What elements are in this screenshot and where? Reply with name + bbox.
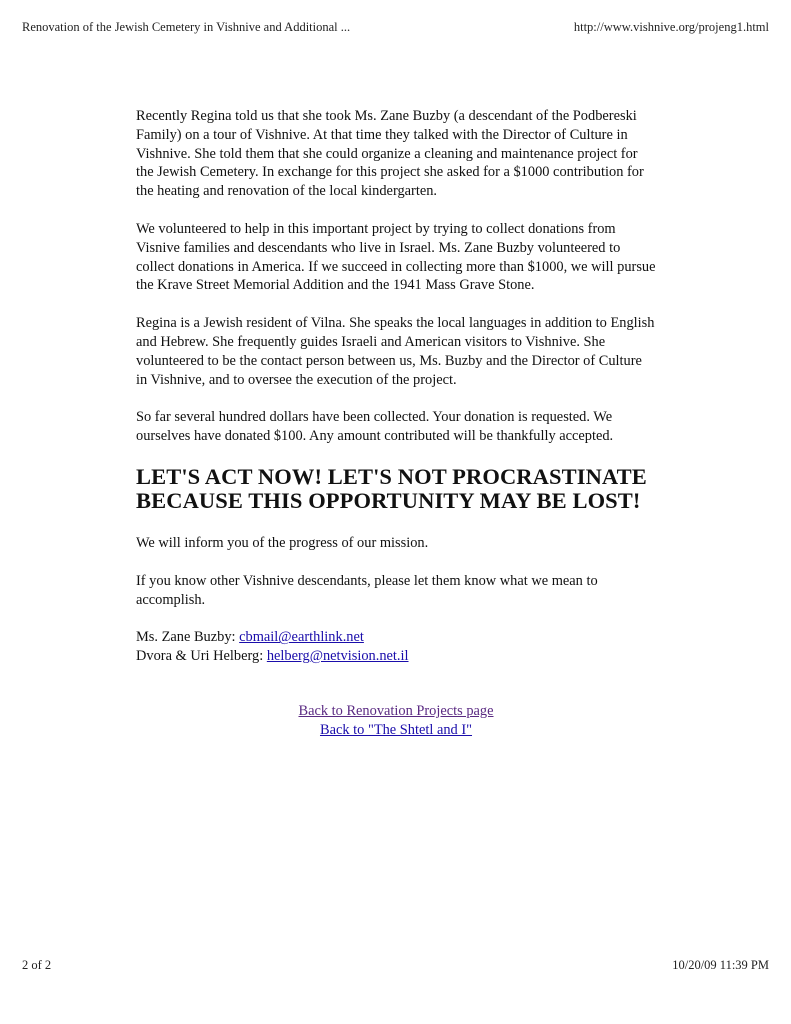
- paragraph-descendants: If you know other Vishnive descendants, please let them know what we mean to accomplish.: [136, 572, 598, 608]
- print-footer-datetime: 10/20/09 11:39 PM: [672, 958, 769, 972]
- contact-row-helberg: [136, 647, 656, 666]
- contact-list: [136, 628, 656, 666]
- paragraph-inform: We will inform you of the progress of our mission.: [136, 534, 429, 551]
- paragraph-regina-resident: Regina is a Jewish resident of Vilna. She speaks the local languages in addition to English and Hebrew. She frequently guides Israeli and American visitors to Vishnive. She volunteered to be the contact person between us, Ms. Buzby and the Director of Culture in Vishnive, and to oversee the execution of the project.: [136, 315, 655, 388]
- navigation-links: [136, 702, 656, 740]
- print-footer-page: 2 of 2: [22, 958, 52, 972]
- email-link-buzby[interactable]: cbmail@earthlink.net: [239, 629, 364, 646]
- paragraph-regina-tour: Recently Regina told us that she took Ms. Zane Buzby (a descendant of the Podbereski Family) on a tour of Vishnive. At that time they talked with the Director of Culture in Vishnive. She told them that she could organize a cleaning and maintenance project for the Jewish Cemetery. In exchange for this project she asked for a $1000 contribution for the heating and renovation of the local kindergarten.: [136, 108, 644, 200]
- back-to-renovation-projects-link[interactable]: Back to Renovation Projects page: [298, 703, 494, 719]
- print-header-url: http://www.vishnive.org/projeng1.html: [573, 20, 769, 34]
- article-body: [136, 107, 656, 685]
- print-header-title: Renovation of the Jewish Cemetery in Vishnive and Additional ...: [22, 20, 351, 34]
- contact-row-buzby: [136, 628, 656, 647]
- back-to-shtetl-link[interactable]: Back to "The Shtetl and I": [319, 721, 473, 738]
- email-link-helberg[interactable]: helberg@netvision.net.il: [266, 648, 409, 665]
- call-to-action-headline: LET'S ACT NOW! LET'S NOT PROCRASTINATE BECAUSE THIS OPPORTUNITY MAY BE LOST!: [136, 463, 647, 513]
- paragraph-volunteered: We volunteered to help in this important project by trying to collect donations from Visnive families and descendants who live in Israel. Ms. Zane Buzby volunteered to collect donations in America. If we succeed in collecting more than $1000, we will pursue the Krave Street Memorial Addition and the 1941 Mass Grave Stone.: [136, 220, 656, 294]
- contact-label: Dvora & Uri Helberg:: [136, 648, 264, 665]
- paragraph-donations: So far several hundred dollars have been collected. Your donation is requested. We ourselves have donated $100. Any amount contributed will be thankfully accepted.: [136, 409, 614, 445]
- contact-label: Ms. Zane Buzby:: [136, 629, 236, 646]
